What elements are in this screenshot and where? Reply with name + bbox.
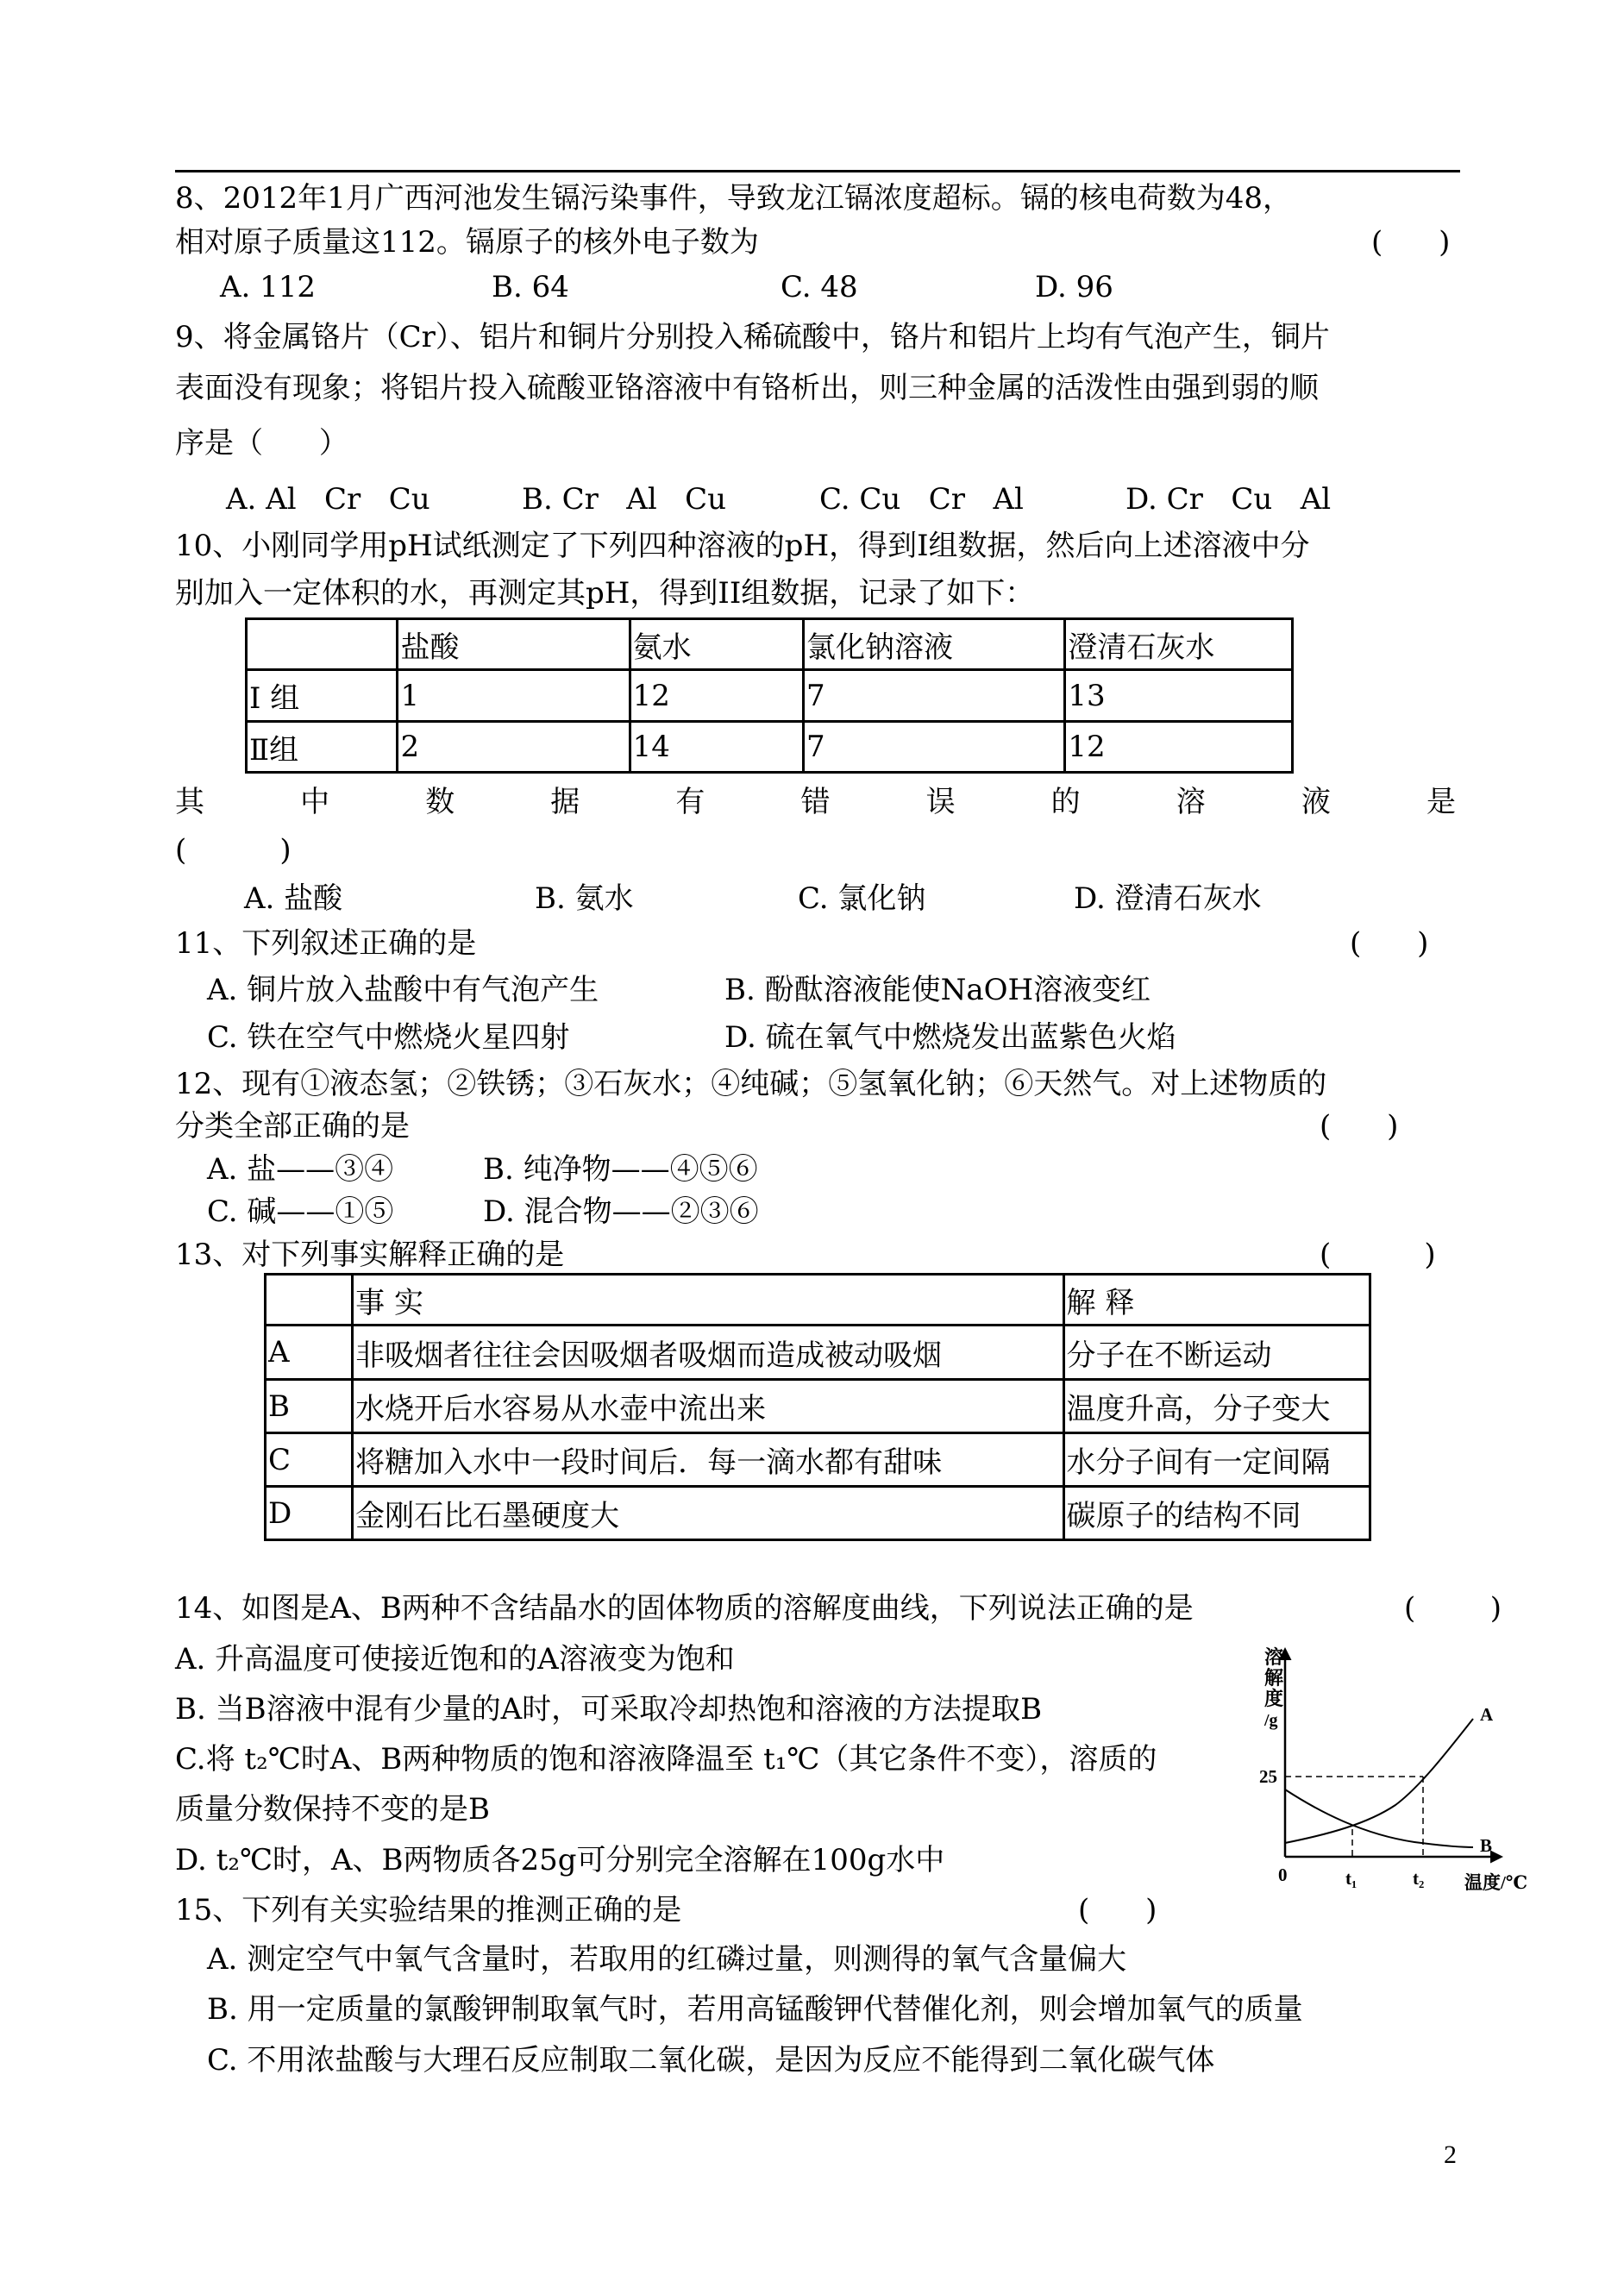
q11-option-a: A. 铜片放入盐酸中有气泡产生 [207,973,599,1007]
q14-option-d: D. t₂℃时，A、B两物质各25g可分别完全溶解在100g水中 [175,1843,945,1877]
q8-option-d: D. 96 [1035,270,1113,304]
header-rule [175,170,1460,172]
q12-answer-bracket: ( ) [1320,1109,1399,1144]
table-cell: 13 [1065,670,1293,722]
table-header-cell: 澄清石灰水 [1065,619,1293,670]
q10-char: 误 [925,785,956,819]
table-header-cell: 氨水 [630,619,803,670]
y-axis-label-char: 溶 [1264,1646,1284,1668]
page-number: 2 [1444,2140,1457,2169]
table-header-cell: 氯化钠溶液 [803,619,1064,670]
table-header-cell: 盐酸 [398,619,630,670]
q10-char: 其 [175,785,204,819]
q10-line1: 10、小刚同学用pH试纸测定了下列四种溶液的pH，得到I组数据，然后向上述溶液中分 [175,529,1310,563]
table-cell: 金刚石比石墨硬度大 [353,1487,1063,1540]
table-cell: 非吸烟者往往会因吸烟者吸烟而造成被动吸烟 [353,1326,1063,1380]
table-row [266,1326,1370,1380]
y-axis-label-char: 解 [1264,1667,1284,1689]
table-cell: 7 [803,722,1064,773]
q10-line2: 别加入一定体积的水，再测定其pH，得到II组数据，记录了如下： [175,576,1035,611]
q10-option-c: C. 氯化钠 [798,881,926,916]
q9-option-b: B. Cr Al Cu [522,482,727,517]
y-axis-label-unit: /g [1264,1711,1278,1730]
table-cell: 14 [630,722,803,773]
table-row [266,1433,1370,1487]
q10-char: 中 [300,785,330,819]
q9-option-a: A. Al Cr Cu [226,482,430,517]
table-cell: B [266,1380,353,1433]
table-cell: A [266,1326,353,1380]
q8-line1: 8、2012年1月广西河池发生镉污染事件，导致龙江镉浓度超标。镉的核电荷数为48， [175,181,1293,216]
table-row [266,1380,1370,1433]
q15-option-a: A. 测定空气中氧气含量时，若取用的红磷过量，则测得的氧气含量偏大 [207,1942,1127,1977]
q15-option-b: B. 用一定质量的氯酸钾制取氧气时，若用高锰酸钾代替催化剂，则会增加氧气的质量 [207,1992,1303,2027]
q12-option-a: A. 盐——③④ [207,1152,394,1187]
q9-option-c: C. Cu Cr Al [819,482,1024,517]
q10-char: 有 [675,785,705,819]
q15-option-c: C. 不用浓盐酸与大理石反应制取二氧化碳，是因为反应不能得到二氧化碳气体 [207,2043,1215,2078]
q9-option-d: D. Cr Cu Al [1126,482,1332,517]
q10-char: 据 [550,785,580,819]
q10-answer-bracket: ( ) [175,833,292,868]
table-row [247,670,1293,722]
table-header-cell: 解 释 [1063,1275,1370,1326]
q10-char: 错 [800,785,831,819]
q8-option-c: C. 48 [781,270,858,304]
q14-option-c-line2: 质量分数保持不变的是B [175,1792,490,1827]
q15-line1: 15、下列有关实验结果的推测正确的是 [175,1893,682,1927]
table-header-row [266,1275,1370,1326]
q14-option-c-line1: C.将 t₂℃时A、B两种物质的饱和溶液降温至 t₁℃（其它条件不变），溶质的 [175,1742,1157,1777]
q8-line2: 相对原子质量这112。镉原子的核外电子数为 [175,225,759,260]
q11-option-d: D. 硫在氧气中燃烧发出蓝紫色火焰 [724,1020,1176,1055]
x-axis-label: 温度/℃ [1464,1872,1527,1893]
q14-line1: 14、如图是A、B两种不含结晶水的固体物质的溶解度曲线，下列说法正确的是 [175,1591,1194,1626]
table-cell: I 组 [247,670,398,722]
q11-option-c: C. 铁在空气中燃烧火星四射 [207,1020,570,1055]
table-header-cell: 事 实 [353,1275,1063,1326]
q15-answer-bracket: ( ) [1078,1893,1157,1927]
table-header-cell [247,619,398,670]
solubility-curve-graph [1242,1643,1548,1895]
table-cell: 1 [398,670,630,722]
curve-a [1285,1719,1473,1843]
q13-line1: 13、对下列事实解释正确的是 [175,1238,565,1272]
q9-line3: 序是（ ） [175,426,348,461]
q12-option-c: C. 碱——①⑤ [207,1194,394,1229]
facts-explanation-table [264,1273,1371,1541]
q11-line1: 11、下列叙述正确的是 [175,926,477,961]
table-cell: 7 [803,670,1064,722]
origin-label: 0 [1278,1865,1288,1885]
curve-b-label: B [1480,1835,1493,1856]
q8-option-a: A. 112 [220,270,317,304]
y-axis-label-char: 度 [1264,1688,1284,1709]
q8-answer-bracket: ( ) [1371,225,1451,260]
x-tick-t1: t₁ [1345,1868,1358,1889]
q10-option-b: B. 氨水 [535,881,634,916]
table-cell: D [266,1487,353,1540]
q14-option-b: B. 当B溶液中混有少量的A时，可采取冷却热饱和溶液的方法提取B [175,1692,1043,1727]
q14-answer-bracket: ( ) [1404,1591,1502,1626]
table-header-cell [266,1275,353,1326]
q14-option-a: A. 升高温度可使接近饱和的A溶液变为饱和 [175,1642,735,1677]
table-cell: 2 [398,722,630,773]
q12-line2: 分类全部正确的是 [175,1109,410,1144]
q10-char: 是 [1426,785,1456,819]
table-cell: 碳原子的结构不同 [1063,1487,1370,1540]
q12-line1: 12、现有①液态氢；②铁锈；③石灰水；④纯碱；⑤氢氧化钠；⑥天然气。对上述物质的 [175,1067,1327,1101]
table-cell: 水分子间有一定间隔 [1063,1433,1370,1487]
q10-char: 液 [1301,785,1331,819]
table-cell: Ⅱ组 [247,722,398,773]
q12-option-b: B. 纯净物——④⑤⑥ [483,1152,758,1187]
q10-question-line [175,787,1456,817]
curve-a-label: A [1480,1704,1494,1725]
q10-option-d: D. 澄清石灰水 [1074,881,1262,916]
table-cell: 水烧开后水容易从水壶中流出来 [353,1380,1063,1433]
table-cell: 温度升高，分子变大 [1063,1380,1370,1433]
table-row [247,722,1293,773]
q12-option-d: D. 混合物——②③⑥ [483,1194,759,1229]
q10-option-a: A. 盐酸 [244,881,343,916]
y-tick-25: 25 [1259,1766,1277,1787]
table-cell: 12 [1065,722,1293,773]
q11-option-b: B. 酚酞溶液能使NaOH溶液变红 [724,973,1151,1007]
table-header-row [247,619,1293,670]
q10-char: 数 [425,785,455,819]
table-row [266,1487,1370,1540]
q13-answer-bracket: ( ) [1320,1238,1436,1272]
q9-line2: 表面没有现象；将铝片投入硫酸亚铬溶液中有铬析出，则三种金属的活泼性由强到弱的顺 [175,371,1319,405]
q10-char: 的 [1050,785,1081,819]
table-cell: 将糖加入水中一段时间后．每一滴水都有甜味 [353,1433,1063,1487]
curve-b [1285,1789,1473,1847]
q11-answer-bracket: ( ) [1350,926,1429,961]
x-tick-t2: t₂ [1413,1868,1425,1889]
table-cell: 12 [630,670,803,722]
q9-line1: 9、将金属铬片（Cr）、铝片和铜片分别投入稀硫酸中，铬片和铝片上均有气泡产生，铜片 [175,320,1330,354]
q10-char: 溶 [1176,785,1206,819]
table-cell: 分子在不断运动 [1063,1326,1370,1380]
ph-data-table [245,617,1294,774]
table-cell: C [266,1433,353,1487]
q8-option-b: B. 64 [492,270,569,304]
